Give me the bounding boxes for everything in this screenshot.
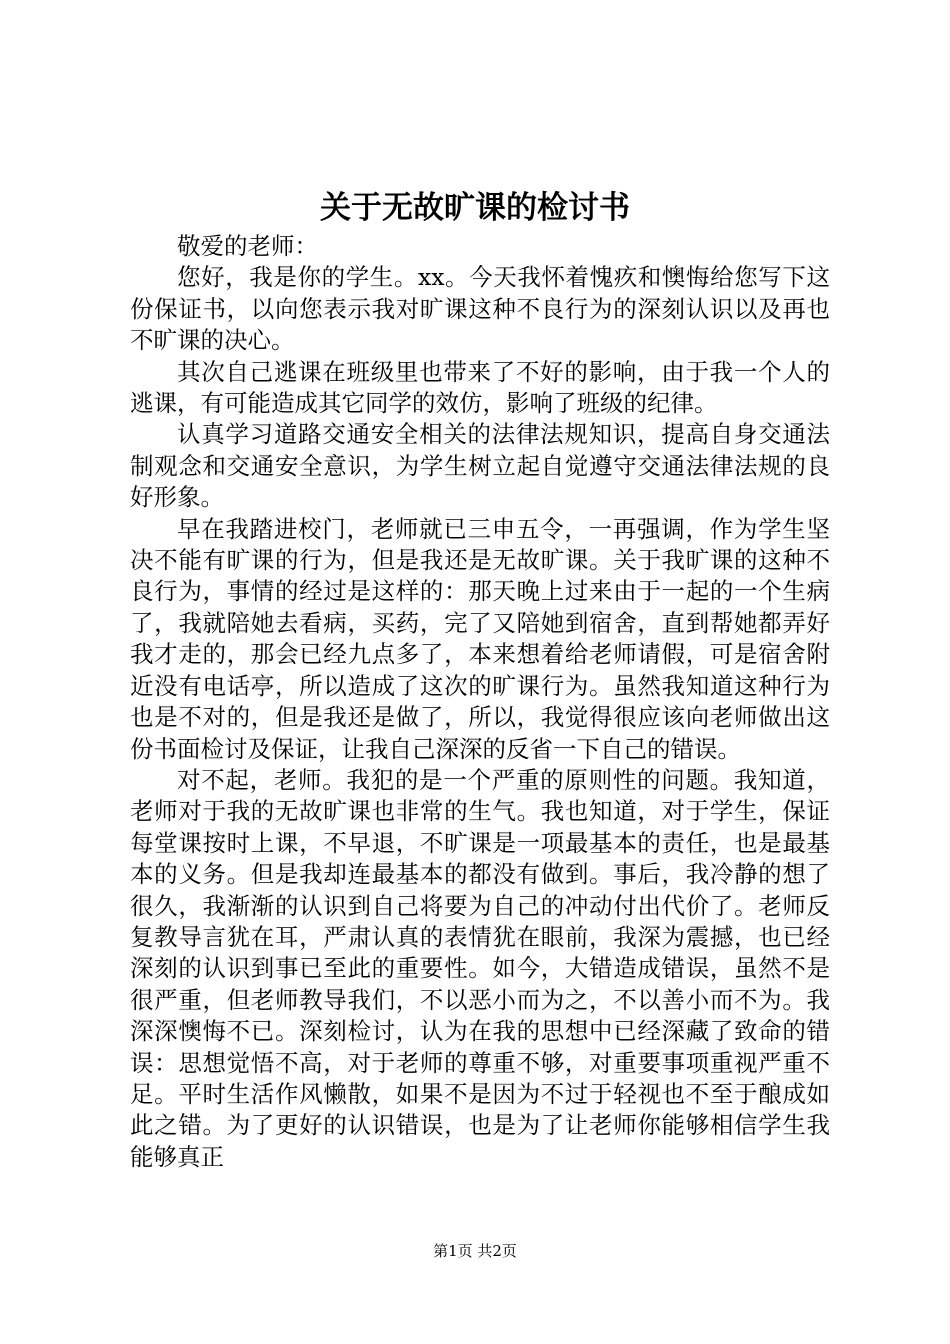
document-body bbox=[130, 231, 830, 1173]
salutation: 敬爱的老师： bbox=[177, 232, 318, 260]
paragraph: 对不起，老师。我犯的是一个严重的原则性的问题。我知道，老师对于我的无故旷课也非常的生气。我也知道，对于学生，保证每堂课按时上课，不早退，不旷课是一项最基本的责任，也是最基本的义务。但是我却连最基本的都没有做到。事后，我冷静的想了很久，我渐渐的认识到自己将要为自己的冲动付出代价了。老师反复教导言犹在耳，严肃认真的表情犹在眼前，我深为震撼，也已经深刻的认识到事已至此的重要性。如今，大错造成错误，虽然不是很严重，但老师教导我们，不以恶小而为之，不以善小而不为。我深深懊悔不已。深刻检讨，认为在我的思想中已经深藏了致命的错误：思想觉悟不高，对于老师的尊重不够，对重要事项重视严重不足。平时生活作风懒散，如果不是因为不过于轻视也不至于酿成如此之错。为了更好的认识错误，也是为了让老师你能够相信学生我能够真正 bbox=[130, 765, 830, 1171]
page-number: 第1页 共2页 bbox=[433, 1242, 517, 1260]
paragraph: 早在我踏进校门，老师就已三申五令，一再强调，作为学生坚决不能有旷课的行为，但是我还是无故旷课。关于我旷课的这种不良行为，事情的经过是这样的：那天晚上过来由于一起的一个生病了，我就陪她去看病，买药，完了又陪她到宿舍，直到帮她都弄好我才走的，那会已经九点多了，本来想着给老师请假，可是宿舍附近没有电话亭，所以造成了这次的旷课行为。虽然我知道这种行为也是不对的，但是我还是做了，所以，我觉得很应该向老师做出这份书面检讨及保证，让我自己深深的反省一下自己的错误。 bbox=[130, 514, 830, 763]
paragraph: 其次自己逃课在班级里也带来了不好的影响，由于我一个人的逃课，有可能造成其它同学的效仿，影响了班级的纪律。 bbox=[130, 357, 830, 418]
paragraph: 您好，我是你的学生。xx。今天我怀着愧疚和懊悔给您写下这份保证书，以向您表示我对旷课这种不良行为的深刻认识以及再也不旷课的决心。 bbox=[130, 263, 830, 355]
document-title: 关于无故旷课的检讨书 bbox=[320, 190, 630, 226]
paragraph: 认真学习道路交通安全相关的法律法规知识，提高自身交通法制观念和交通安全意识，为学生树立起自觉遵守交通法律法规的良好形象。 bbox=[130, 420, 830, 512]
page-footer bbox=[0, 1240, 950, 1262]
